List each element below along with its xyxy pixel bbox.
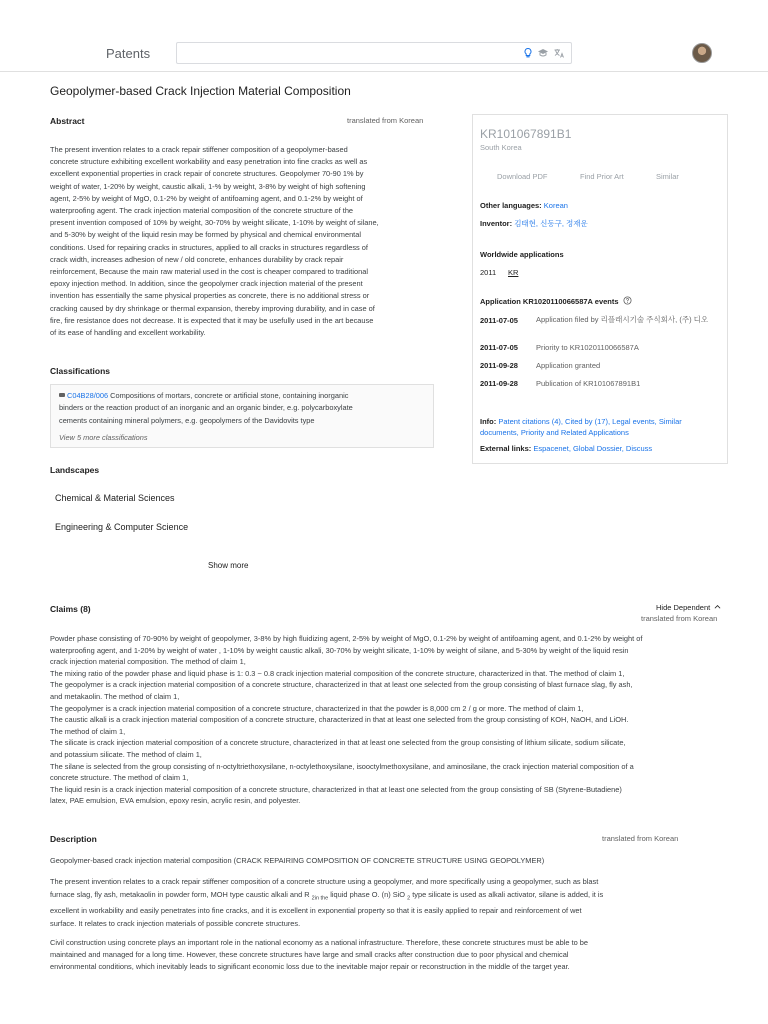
landscape-item[interactable]: Engineering & Computer Science <box>55 522 189 532</box>
page-title: Geopolymer-based Crack Injection Material Composition <box>50 84 351 98</box>
worldwide-heading-text: Worldwide applications <box>480 250 564 259</box>
top-bar <box>0 0 768 72</box>
event-description: Priority to KR1020110066587A <box>536 343 639 352</box>
abstract-line: The present invention relates to a crack repair stiffener composition of a geopolymer-based <box>50 145 348 154</box>
claim-line: crack injection material composition. The method of claim 1, <box>50 657 246 667</box>
event-description: Application granted <box>536 361 601 370</box>
hide-dependent-button[interactable] <box>656 603 721 612</box>
event-description: Publication of KR101067891B1 <box>536 379 641 388</box>
info-links-line1[interactable]: Patent citations (4), Cited by (17), Legal events, Similar <box>498 417 682 426</box>
abstract-line: fire, fire resistance does not decrease. It is expected that it may be usefully used in the art because <box>50 315 374 325</box>
translate-icon[interactable] <box>553 47 565 59</box>
publication-country: South Korea <box>480 143 522 152</box>
description-text-part: type silicate is used as alkali activator, silane is added, it is <box>412 889 604 899</box>
description-line: maintained and managed for a long time. However, these concrete structures have large and small cracks after construction due to poor physical and chemical <box>50 950 569 960</box>
description-text-part: furnace slag, fly ash, metakaolin in powder form, MOH type caustic alkali and R <box>50 889 310 899</box>
classification-desc-line1: Compositions of mortars, concrete or artificial stone, containing inorganic <box>110 391 349 400</box>
abstract-line: present invention composed of 10% by weight, 30-70% by weight silicate, 1-10% by weight of silane, <box>50 218 379 228</box>
description-heading: Description <box>50 834 97 844</box>
search-box[interactable] <box>176 42 572 64</box>
inventor <box>480 218 588 229</box>
event-date: 2011-07-05 <box>480 343 518 352</box>
abstract-line: epoxy injection method. In addition, since the geopolymer crack injection material of the present <box>50 279 363 289</box>
claims-translated-note: translated from Korean <box>641 614 718 623</box>
chevron-up-icon <box>714 604 721 609</box>
abstract-text <box>50 144 440 339</box>
abstract-line: of its ease of handling and excellent workability. <box>50 328 206 338</box>
info-label: Info: <box>480 417 497 426</box>
other-languages-link[interactable]: Korean <box>543 201 568 210</box>
publication-number: KR101067891B1 <box>480 127 572 141</box>
description-line <box>50 889 722 905</box>
claim-line: The caustic alkali is a crack injection material composition of a concrete structure, characterized in that at least one selected from the group consisting of KOH, NaOH, and LiOH. <box>50 715 629 725</box>
abstract-line: conditions. Used for repairing cracks in structures, applied to all cracks in structures regardless of <box>50 242 368 252</box>
description-line: environmental conditions, which inevitably leads to significant economic loss due to the inevitable major repair or reconstruction in the middle of the target year. <box>50 962 570 972</box>
description-line: excellent in workability and easily penetrates into fine cracks, and it is excellent in exponential property so that it is easily applied to repair and reinforcement of wet <box>50 906 582 916</box>
view-more-classifications-link[interactable]: View 5 more classifications <box>59 433 148 443</box>
description-title-line: Geopolymer-based crack injection material composition (CRACK REPAIRING COMPOSITION OF CONCRETE STRUCTURE USING GEOPOLYMER) <box>50 856 545 865</box>
abstract-line: agent, 2-5% by weight of MgO, 0.1-2% by weight of antifoaming agent, and 0.1-2% by weight of <box>50 193 363 203</box>
description-paragraph-1 <box>50 876 722 931</box>
patents-logo[interactable]: Patents <box>106 46 151 61</box>
help-icon[interactable] <box>623 296 632 305</box>
find-prior-art-button[interactable]: Find Prior Art <box>580 172 624 181</box>
claim-line: concrete structure. The method of claim 1, <box>50 773 189 783</box>
worldwide-applications-heading <box>480 250 564 259</box>
show-more-button[interactable]: Show more <box>208 561 249 570</box>
lightbulb-icon[interactable] <box>522 47 534 59</box>
description-line: The present invention relates to a crack repair stiffener composition of a concrete structure using a geopolymer, and more specifically using a geopolymer, such as blast <box>50 877 599 886</box>
claim-line: waterproofing agent, and 1-20% by weight of water , 1-10% by weight caustic alkali, 30-70% by weight silicate, 1-10% by weight of silane, and 5-30% by weight of the liquid resin <box>50 645 629 655</box>
classifications-box <box>50 384 434 448</box>
description-line: Civil construction using concrete plays an important role in the national economy as a national infrastructure. Therefore, these concrete structures must be able to be <box>50 938 589 947</box>
claims-text <box>50 633 722 807</box>
event-date: 2011-09-28 <box>480 379 518 388</box>
external-links-label: External links: <box>480 444 532 453</box>
classification-entry <box>59 390 431 445</box>
user-avatar[interactable] <box>692 43 712 63</box>
event-date: 2011-09-28 <box>480 361 518 370</box>
classifications-heading: Classifications <box>50 366 110 376</box>
events-heading <box>480 296 632 306</box>
claim-line: The method of claim 1, <box>50 726 126 736</box>
abstract-line: excellent exponential properties in crack repair of concrete structures. Geopolymer 70-90 1% by <box>50 169 364 179</box>
claim-line: and potassium silicate. The method of claim 1, <box>50 749 202 759</box>
abstract-line: invention has essentially the same physical properties as concrete, there is no additional stress or <box>50 291 370 301</box>
school-icon[interactable] <box>537 47 549 59</box>
claim-line: The liquid resin is a crack injection material composition of a concrete structure, characterized in that at least one selected from the group consisting of SB (Styrene-Butadiene) <box>50 784 622 794</box>
landscapes-heading: Landscapes <box>50 465 100 475</box>
external-links-list[interactable]: Espacenet, Global Dossier, Discuss <box>533 444 653 453</box>
abstract-line: waterproofing agent. The crack injection material composition of the concrete structure of the <box>50 206 354 216</box>
claims-heading: Claims (8) <box>50 604 91 614</box>
download-pdf-button[interactable]: Download PDF <box>497 172 548 181</box>
event-date: 2011-07-05 <box>480 316 518 325</box>
events-heading-text: Application KR1020110066587A events <box>480 297 619 306</box>
claim-line: The silicate is crack injection material composition of a concrete structure, characterized in that at least one selected from the group consisting of lithium silicate, sodium silicate, <box>50 738 626 748</box>
claim-line: and metakaolin. The method of claim 1, <box>50 691 180 701</box>
claim-line: The geopolymer is a crack injection material composition of a concrete structure, characterized in that the powder is 8,000 cm 2 / g or more. The method of claim 1, <box>50 703 584 713</box>
abstract-heading: Abstract <box>50 116 85 126</box>
info-links <box>480 416 720 438</box>
classification-icon <box>59 393 65 397</box>
claim-line: latex, PAE emulsion, EVA emulsion, epoxy resin, acrylic resin, and polyester. <box>50 796 301 806</box>
classification-desc-line2: binders or the reaction product of an inorganic and an organic binder, e.g. polycarboxylate <box>59 403 353 413</box>
other-languages-label: Other languages: <box>480 201 542 210</box>
external-links <box>480 444 652 453</box>
abstract-line: weight of water, 1-20% by weight, caustic alkali, 1-% by weight, 3-8% by weight of high softening <box>50 181 366 191</box>
claim-line: The silane is selected from the group consisting of n-octyltriethoxysilane, n-octylethoxysilane, isooctylmethoxysilane, and aminosilane, the crack injection material composition of a <box>50 761 634 771</box>
event-description: Application filed by 리플래시기술 주식회사, (주) 디오 <box>536 315 709 324</box>
abstract-translated-note: translated from Korean <box>347 116 424 125</box>
publication-card <box>472 114 728 464</box>
classification-desc-line3: cements containing mineral polymers, e.g. geopolymers of the Davidovits type <box>59 415 315 425</box>
abstract-line: reinforcement, Because the main raw material used in the cost is cheaper compared to traditional <box>50 267 368 277</box>
other-languages <box>480 201 568 210</box>
description-paragraph-2 <box>50 937 722 974</box>
description-translated-note: translated from Korean <box>602 834 679 843</box>
abstract-line: crack width, increases adhesion of new / old concrete, enhances durability by crack repair <box>50 254 344 264</box>
inventor-label: Inventor: <box>480 219 513 228</box>
worldwide-application-country[interactable]: KR <box>508 268 519 277</box>
claim-line: The mixing ratio of the powder phase and liquid phase is 1: 0.3 ~ 0.8 crack injection material composition of the concrete structure, characterized in that. The method of claim 1, <box>50 668 625 678</box>
hide-dependent-label: Hide Dependent <box>656 603 711 612</box>
description-subscript: 2 <box>407 895 411 902</box>
abstract-line: and 5-30% by weight of the liquid resin may be formed by physical and chemical environmental <box>50 230 361 240</box>
similar-button[interactable]: Similar <box>656 172 679 181</box>
info-links-line2[interactable]: documents, Priority and Related Applications <box>480 428 629 437</box>
claim-line: The geopolymer is a crack injection material composition of a concrete structure, characterized in that at least one selected from the group consisting of blast furnace slag, fly ash, <box>50 680 633 690</box>
description-subscript: in the <box>314 895 329 902</box>
claim-line: Powder phase consisting of 70-90% by weight of geopolymer, 3-8% by high fluidizing agent, 2-5% by weight of MgO, 0.1-2% by weight of antifoaming agent, and 0.1-2% by weight of <box>50 634 643 643</box>
description-line: surface. It relates to crack injection materials of possible concrete structures. <box>50 918 301 928</box>
description-text-part: liquid phase O. (n) SiO <box>330 889 406 899</box>
worldwide-application-year: 2011 <box>480 268 497 277</box>
inventor-link[interactable]: 김태현, 신동구, 정재운 <box>514 219 588 228</box>
abstract-line: cracking caused by dry shrinkage or thermal expansion, thereby improving durability, and in case of <box>50 303 375 313</box>
abstract-line: concrete structure exhibiting excellent workability and easy penetration into fine cracks as well as <box>50 157 368 167</box>
description-subscript: 2 <box>311 895 315 902</box>
classification-code-link[interactable]: C04B28/006 <box>67 391 109 400</box>
search-input[interactable] <box>181 45 511 61</box>
landscape-item[interactable]: Chemical & Material Sciences <box>55 493 175 503</box>
